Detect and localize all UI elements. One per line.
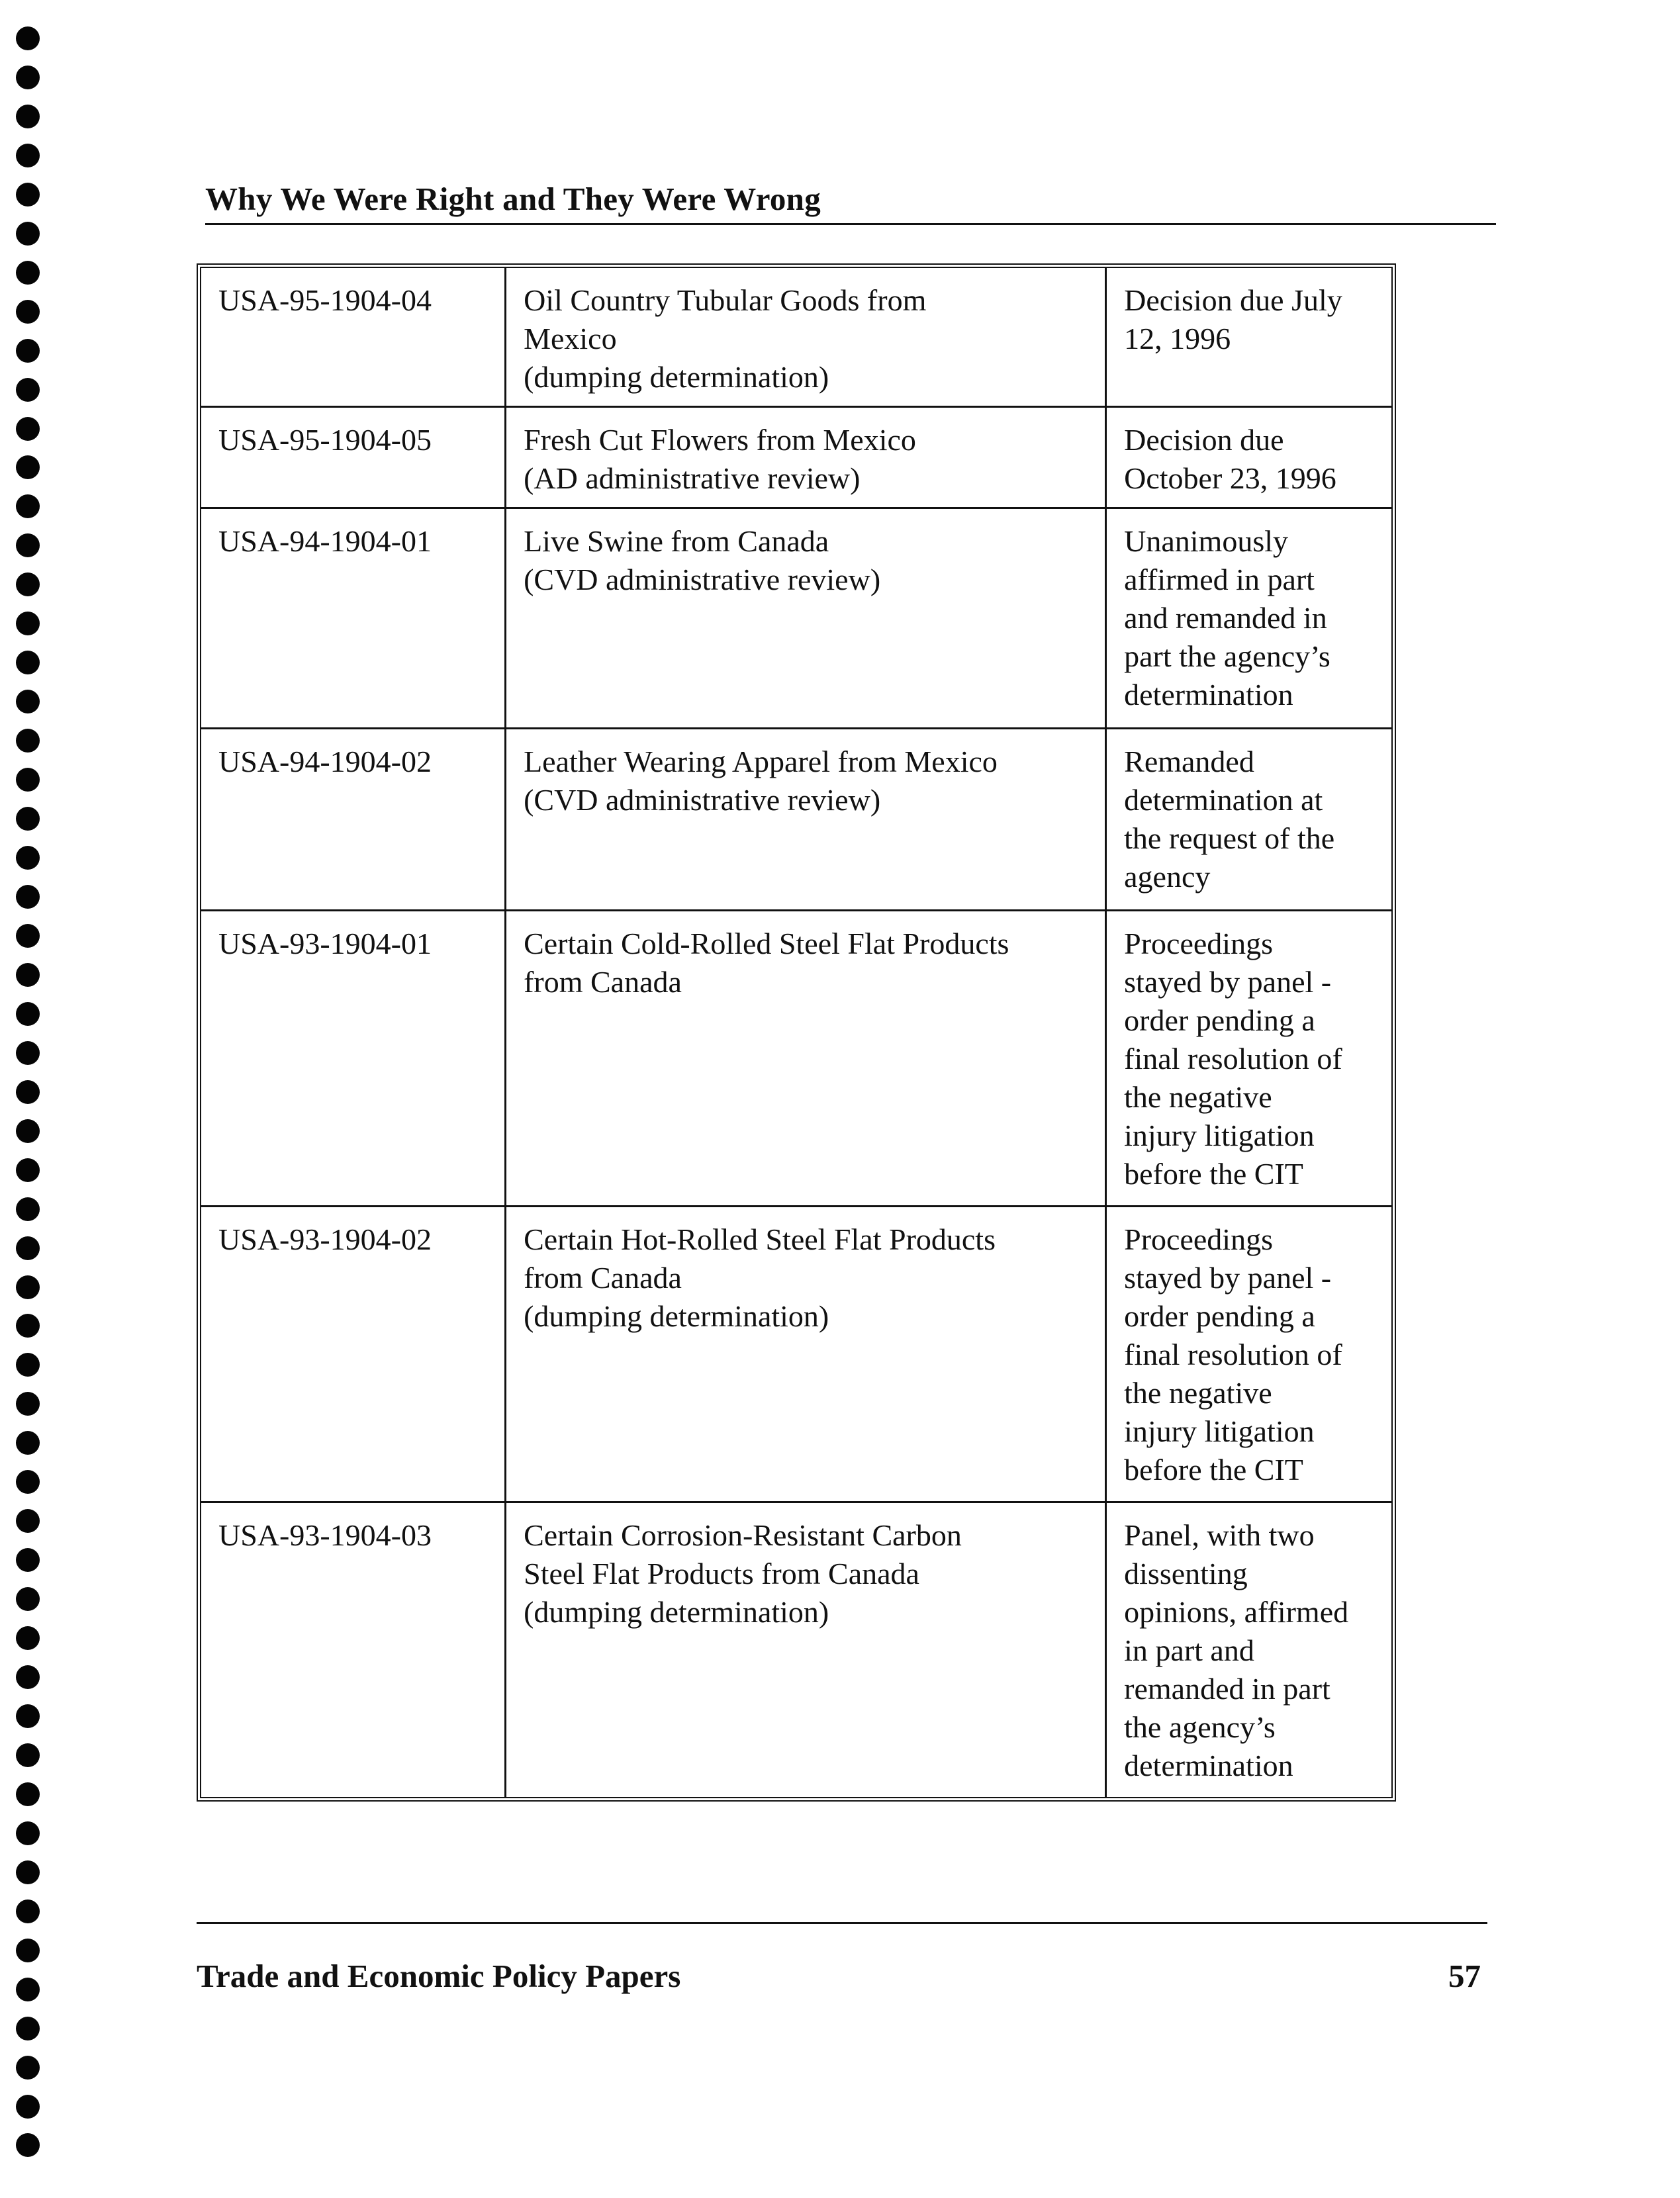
binding-hole [16, 1041, 40, 1065]
status-cell: Remanded determination at the request of the agency [1106, 729, 1391, 911]
table-row [201, 508, 1391, 729]
case-number-cell: USA-93-1904-02 [201, 1207, 506, 1502]
binding-hole [16, 1002, 40, 1026]
binding-hole [16, 494, 40, 518]
binding-hole [16, 1821, 40, 1845]
table-row [201, 911, 1391, 1207]
binding-hole [16, 1119, 40, 1143]
binding-holes [16, 26, 42, 2158]
binding-hole [16, 1509, 40, 1533]
binding-hole [16, 1704, 40, 1728]
status-cell: Decision due October 23, 1996 [1106, 407, 1391, 508]
binding-hole [16, 378, 40, 402]
case-number-cell: USA-94-1904-02 [201, 729, 506, 911]
cases-table [201, 268, 1391, 1797]
binding-hole [16, 144, 40, 167]
binding-hole [16, 2095, 40, 2119]
binding-hole [16, 26, 40, 50]
table-row [201, 729, 1391, 911]
binding-hole [16, 261, 40, 285]
status-cell: Unanimously affirmed in part and remanded in part the agency’s determination [1106, 508, 1391, 729]
case-number-cell: USA-94-1904-01 [201, 508, 506, 729]
binding-hole [16, 729, 40, 753]
binding-hole [16, 1236, 40, 1260]
binding-hole [16, 1665, 40, 1689]
case-number-cell: USA-93-1904-01 [201, 911, 506, 1207]
binding-hole [16, 885, 40, 909]
table-row [201, 407, 1391, 508]
binding-hole [16, 533, 40, 557]
binding-hole [16, 1158, 40, 1182]
binding-hole [16, 1080, 40, 1104]
binding-hole [16, 1548, 40, 1572]
binding-hole [16, 300, 40, 324]
page-header [205, 180, 1496, 225]
binding-hole [16, 1860, 40, 1884]
binding-hole [16, 572, 40, 596]
binding-hole [16, 455, 40, 479]
product-cell: Oil Country Tubular Goods from Mexico (dumping determination) [506, 268, 1106, 407]
product-cell: Leather Wearing Apparel from Mexico (CVD administrative review) [506, 729, 1106, 911]
binding-hole [16, 690, 40, 713]
binding-hole [16, 1743, 40, 1767]
table-row [201, 1502, 1391, 1798]
page-number: 57 [1448, 1958, 1481, 1994]
binding-hole [16, 807, 40, 831]
binding-hole [16, 222, 40, 246]
binding-hole [16, 183, 40, 206]
binding-hole [16, 66, 40, 89]
binding-hole [16, 651, 40, 674]
binding-hole [16, 924, 40, 948]
table-row [201, 268, 1391, 407]
running-title: Why We Were Right and They Were Wrong [205, 181, 821, 217]
table-row [201, 1207, 1391, 1502]
binding-hole [16, 1587, 40, 1611]
binding-hole [16, 1939, 40, 1962]
case-number-cell: USA-93-1904-03 [201, 1502, 506, 1798]
publication-title: Trade and Economic Policy Papers [197, 1958, 681, 1994]
product-cell: Certain Hot-Rolled Steel Flat Products from Canada (dumping determination) [506, 1207, 1106, 1502]
binding-hole [16, 2017, 40, 2040]
binding-hole [16, 768, 40, 792]
product-cell: Certain Cold-Rolled Steel Flat Products from Canada [506, 911, 1106, 1207]
page-footer [197, 1922, 1487, 1995]
binding-hole [16, 1782, 40, 1806]
case-number-cell: USA-95-1904-05 [201, 407, 506, 508]
status-cell: Panel, with two dissenting opinions, affirmed in part and remanded in part the agency’s determination [1106, 1502, 1391, 1798]
product-cell: Fresh Cut Flowers from Mexico (AD administrative review) [506, 407, 1106, 508]
case-number-cell: USA-95-1904-04 [201, 268, 506, 407]
binding-hole [16, 2133, 40, 2157]
binding-hole [16, 1900, 40, 1923]
binding-hole [16, 963, 40, 987]
cases-table-frame [197, 263, 1396, 1802]
binding-hole [16, 1275, 40, 1299]
binding-hole [16, 1470, 40, 1494]
binding-hole [16, 1197, 40, 1221]
product-cell: Certain Corrosion-Resistant Carbon Steel Flat Products from Canada (dumping determination) [506, 1502, 1106, 1798]
binding-hole [16, 612, 40, 635]
status-cell: Proceedings stayed by panel - order pending a final resolution of the negative injury litigation before the CIT [1106, 911, 1391, 1207]
status-cell: Decision due July 12, 1996 [1106, 268, 1391, 407]
binding-hole [16, 1626, 40, 1650]
binding-hole [16, 417, 40, 441]
binding-hole [16, 1392, 40, 1416]
status-cell: Proceedings stayed by panel - order pending a final resolution of the negative injury litigation before the CIT [1106, 1207, 1391, 1502]
binding-hole [16, 1314, 40, 1338]
binding-hole [16, 1431, 40, 1455]
binding-hole [16, 105, 40, 128]
binding-hole [16, 846, 40, 870]
binding-hole [16, 339, 40, 363]
binding-hole [16, 2056, 40, 2080]
binding-hole [16, 1978, 40, 2001]
binding-hole [16, 1353, 40, 1377]
product-cell: Live Swine from Canada (CVD administrative review) [506, 508, 1106, 729]
